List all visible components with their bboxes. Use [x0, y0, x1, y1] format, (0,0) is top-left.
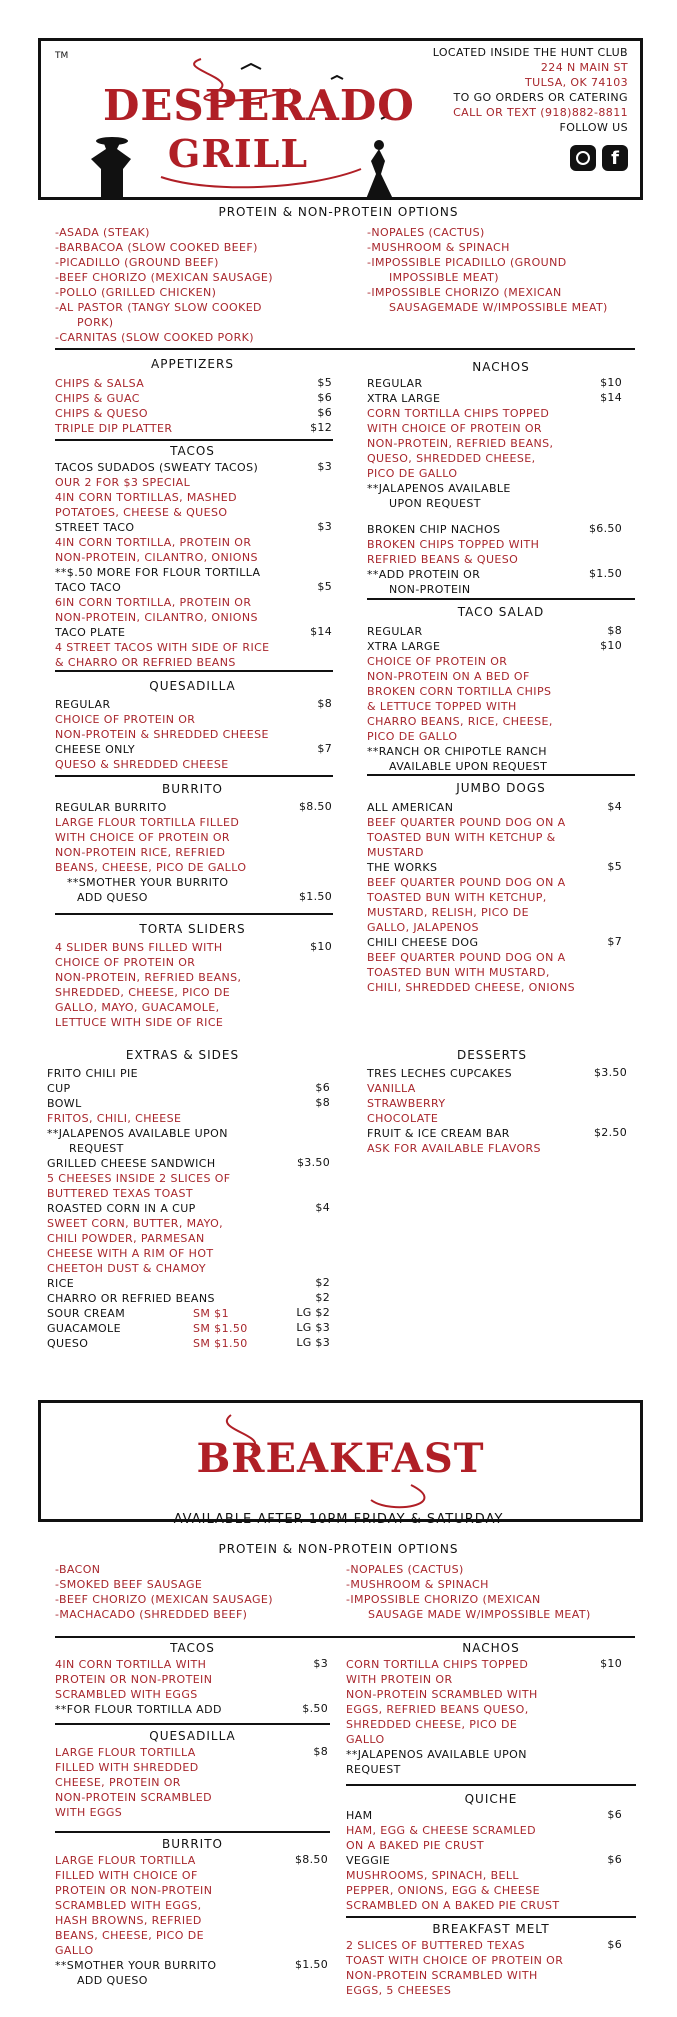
taco-desc: 4 STREET TACOS WITH SIDE OF RICE — [55, 641, 270, 654]
burrito-price: $1.50 — [299, 890, 332, 903]
torta-list — [55, 940, 241, 1030]
salad-desc: BROKEN CORN TORTILLA CHIPS — [367, 685, 552, 698]
divider — [346, 1784, 636, 1786]
melt-price: $6 — [607, 1938, 622, 1951]
torta-desc: SHREDDED, CHEESE, PICO DE — [55, 986, 231, 999]
appetizer-price: $6 — [317, 406, 332, 419]
extra-desc: CHEESE WITH A RIM OF HOT — [47, 1247, 214, 1260]
appetizer-item: TRIPLE DIP PLATTER — [55, 422, 173, 435]
protein-item: -NOPALES (CACTUS) — [367, 226, 485, 239]
divider — [55, 775, 333, 777]
burrito-list — [55, 800, 246, 905]
extra-large-price: LG $3 — [296, 1336, 330, 1349]
extra-desc: CHEETOH DUST & CHAMOY — [47, 1262, 206, 1275]
dog-name: ALL AMERICAN — [367, 801, 454, 814]
burrito-title: BURRITO — [161, 782, 223, 796]
extra-small-price: SM $1 — [193, 1307, 229, 1320]
breakfast-protein-left — [55, 1562, 273, 1622]
protein-item: -CARNITAS (SLOW COOKED PORK) — [55, 331, 254, 344]
salad-note: **RANCH OR CHIPOTLE RANCH — [367, 745, 547, 758]
protein-item: -BEEF CHORIZO (MEXICAN SAUSAGE) — [55, 1593, 273, 1606]
breakfast-nachos-desc: SHREDDED CHEESE, PICO DE — [346, 1718, 518, 1731]
protein-item: -ASADA (STEAK) — [55, 226, 150, 239]
quiche-list — [346, 1808, 559, 1913]
burrito-desc: LARGE FLOUR TORTILLA FILLED — [55, 816, 240, 829]
extra-name: BOWL — [47, 1097, 82, 1110]
taco-price: $14 — [310, 625, 332, 638]
divider — [55, 439, 333, 441]
taco-salad-title: TACO SALAD — [457, 605, 545, 619]
torta-desc: CHOICE OF PROTEIN OR — [55, 956, 196, 969]
appetizer-item: CHIPS & QUESO — [55, 407, 148, 420]
breakfast-nachos-price: $10 — [600, 1657, 622, 1670]
quiche-desc: MUSHROOMS, SPINACH, BELL — [346, 1869, 519, 1882]
extra-name: FRITO CHILI PIE — [47, 1067, 138, 1080]
quiche-price: $6 — [607, 1853, 622, 1866]
facebook-icon[interactable]: f — [602, 145, 628, 171]
burrito-note: ADD QUESO — [77, 891, 148, 904]
taco-price: $3 — [317, 520, 332, 533]
dessert-name: TRES LECHES CUPCAKES — [367, 1067, 512, 1080]
taco-price: $3 — [317, 460, 332, 473]
dog-desc: BEEF QUARTER POUND DOG ON A — [367, 951, 566, 964]
logo-title-grill: GRILL — [167, 131, 309, 176]
breakfast-burrito-note: ADD QUESO — [77, 1974, 148, 1987]
nachos-desc: PICO DE GALLO — [367, 467, 458, 480]
dog-desc: GALLO, JALAPENOS — [367, 921, 479, 934]
follow-us-text: FOLLOW US — [559, 121, 628, 134]
melt-desc: NON-PROTEIN SCRAMBLED WITH — [346, 1969, 538, 1982]
taco-desc: NON-PROTEIN, CILANTRO, ONIONS — [55, 611, 258, 624]
salad-name: REGULAR — [367, 625, 423, 638]
taco-desc: POTATOES, CHEESE & QUESO — [55, 506, 228, 519]
protein-item: -NOPALES (CACTUS) — [346, 1563, 464, 1576]
salad-price: $10 — [600, 639, 622, 652]
dog-price: $7 — [607, 935, 622, 948]
nachos-name: XTRA LARGE — [367, 392, 441, 405]
nachos-price: $1.50 — [589, 567, 622, 580]
extra-price: $4 — [315, 1201, 330, 1214]
trademark: TM — [55, 51, 69, 61]
breakfast-nachos-note: **JALAPENOS AVAILABLE UPON — [346, 1748, 527, 1761]
jumbo-list — [367, 800, 575, 995]
extra-price: $6 — [315, 1081, 330, 1094]
breakfast-nachos-desc: NON-PROTEIN SCRAMBLED WITH — [346, 1688, 538, 1701]
breakfast-burrito-desc: LARGE FLOUR TORTILLA — [55, 1854, 196, 1867]
quiche-price: $6 — [607, 1808, 622, 1821]
melt-desc: TOAST WITH CHOICE OF PROTEIN OR — [346, 1954, 564, 1967]
dessert-price: $3.50 — [594, 1066, 627, 1079]
protein-right-list — [367, 225, 608, 315]
nachos-name: BROKEN CHIP NACHOS — [367, 523, 501, 536]
quesadilla-desc: QUESO & SHREDDED CHEESE — [55, 758, 229, 771]
protein-item: -IMPOSSIBLE CHORIZO (MEXICAN — [346, 1593, 541, 1606]
quesadilla-list — [55, 697, 269, 772]
dog-name: THE WORKS — [367, 861, 438, 874]
extra-price: $2 — [315, 1291, 330, 1304]
breakfast-burrito-desc: GALLO — [55, 1944, 94, 1957]
nachos-price: $6.50 — [589, 522, 622, 535]
salad-desc: PICO DE GALLO — [367, 730, 458, 743]
melt-desc: EGGS, 5 CHEESES — [346, 1984, 452, 1997]
dog-desc: TOASTED BUN WITH MUSTARD, — [367, 966, 550, 979]
extra-note: REQUEST — [69, 1142, 124, 1155]
breakfast-burrito-title: BURRITO — [161, 1837, 223, 1851]
taco-desc: 6IN CORN TORTILLA, PROTEIN OR — [55, 596, 252, 609]
salad-note: AVAILABLE UPON REQUEST — [389, 760, 548, 773]
quiche-desc: ON A BAKED PIE CRUST — [346, 1839, 485, 1852]
nachos-desc: CORN TORTILLA CHIPS TOPPED — [367, 407, 550, 420]
address-line-1: 224 N MAIN ST — [540, 61, 628, 74]
torta-desc: 4 SLIDER BUNS FILLED WITH — [55, 941, 223, 954]
desserts-list — [367, 1066, 541, 1156]
breakfast-quesadilla-title: QUESADILLA — [149, 1729, 236, 1743]
quesadilla-name: REGULAR — [55, 698, 111, 711]
taco-desc: OUR 2 FOR $3 SPECIAL — [55, 476, 191, 489]
breakfast-available-text: AVAILABLE AFTER 10PM FRIDAY & SATURDAY — [173, 1512, 504, 1527]
quiche-desc: PEPPER, ONIONS, EGG & CHEESE — [346, 1884, 540, 1897]
protein-item: -BACON — [55, 1563, 101, 1576]
extra-small-price: SM $1.50 — [193, 1337, 248, 1350]
nachos-desc: QUESO, SHREDDED CHEESE, — [367, 452, 536, 465]
breakfast-tacos-title: TACOS — [170, 1641, 215, 1655]
dog-price: $5 — [607, 860, 622, 873]
breakfast-nachos-desc: GALLO — [346, 1733, 385, 1746]
torta-desc: NON-PROTEIN, REFRIED BEANS, — [55, 971, 242, 984]
broken-nachos-list — [367, 522, 539, 597]
extra-price: $8 — [315, 1096, 330, 1109]
extra-name: ROASTED CORN IN A CUP — [47, 1202, 196, 1215]
taco-name: TACO TACO — [55, 581, 122, 594]
torta-desc: LETTUCE WITH SIDE OF RICE — [55, 1016, 224, 1029]
dog-desc: BEEF QUARTER POUND DOG ON A — [367, 876, 566, 889]
dessert-desc: VANILLA — [367, 1082, 416, 1095]
divider — [367, 598, 635, 600]
extra-small-price: SM $1.50 — [193, 1322, 248, 1335]
extra-price: $3.50 — [297, 1156, 330, 1169]
protein-item: -IMPOSSIBLE CHORIZO (MEXICAN — [367, 286, 562, 299]
breakfast-melt-title: BREAKFAST MELT — [432, 1922, 550, 1936]
protein-item: -MUSHROOM & SPINACH — [367, 241, 510, 254]
dog-name: CHILI CHEESE DOG — [367, 936, 479, 949]
breakfast-burrito-price: $8.50 — [295, 1853, 328, 1866]
breakfast-burrito-note: **SMOTHER YOUR BURRITO — [55, 1959, 217, 1972]
nachos-list — [367, 376, 553, 511]
location-text: LOCATED INSIDE THE HUNT CLUB — [432, 46, 628, 59]
protein-item: -POLLO (GRILLED CHICKEN) — [55, 286, 217, 299]
taco-name: TACO PLATE — [55, 626, 126, 639]
breakfast-nachos-desc: EGGS, REFRIED BEANS QUESO, — [346, 1703, 529, 1716]
breakfast-taco-price: $.50 — [302, 1702, 328, 1715]
salad-desc: CHARRO BEANS, RICE, CHEESE, — [367, 715, 553, 728]
taco-desc: NON-PROTEIN, CILANTRO, ONIONS — [55, 551, 258, 564]
taco-salad-list — [367, 624, 553, 774]
protein-item: -BARBACOA (SLOW COOKED BEEF) — [55, 241, 258, 254]
quiche-title: QUICHE — [464, 1792, 518, 1806]
nachos-desc: WITH CHOICE OF PROTEIN OR — [367, 422, 542, 435]
nachos-desc: REFRIED BEANS & QUESO — [367, 553, 519, 566]
instagram-icon[interactable] — [570, 145, 596, 171]
nachos-note: **ADD PROTEIN OR — [367, 568, 481, 581]
appetizer-price: $12 — [310, 421, 332, 434]
extra-name: GUACAMOLE — [47, 1322, 121, 1335]
protein-item: -PICADILLO (GROUND BEEF) — [55, 256, 219, 269]
appetizers-title: APPETIZERS — [151, 357, 234, 371]
jumbo-dogs-title: JUMBO DOGS — [456, 781, 546, 795]
divider — [55, 1723, 330, 1725]
tacos-list — [55, 460, 270, 670]
logo-title-desperado: DESPERADO — [103, 81, 415, 130]
dessert-name: FRUIT & ICE CREAM BAR — [367, 1127, 510, 1140]
extra-name: CHARRO OR REFRIED BEANS — [47, 1292, 215, 1305]
extra-large-price: LG $3 — [296, 1321, 330, 1334]
extra-name: SOUR CREAM — [47, 1307, 126, 1320]
appetizer-item: CHIPS & GUAC — [55, 392, 140, 405]
breakfast-taco-note: **FOR FLOUR TORTILLA ADD — [55, 1703, 222, 1716]
extra-name: RICE — [47, 1277, 75, 1290]
breakfast-nachos-title: NACHOS — [462, 1641, 520, 1655]
breakfast-quesadilla-desc: FILLED WITH SHREDDED — [55, 1761, 199, 1774]
divider — [55, 670, 333, 672]
taco-note: **$.50 MORE FOR FLOUR TORTILLA — [55, 566, 261, 579]
breakfast-quesadilla-price: $8 — [313, 1745, 328, 1758]
breakfast-nachos-desc: WITH PROTEIN OR — [346, 1673, 453, 1686]
extra-name: GRILLED CHEESE SANDWICH — [47, 1157, 216, 1170]
extras-sides-title: EXTRAS & SIDES — [125, 1048, 240, 1062]
burrito-name: REGULAR BURRITO — [55, 801, 167, 814]
dog-desc: MUSTARD — [367, 846, 424, 859]
nachos-note: NON-PROTEIN — [389, 583, 471, 596]
quesadilla-price: $8 — [317, 697, 332, 710]
breakfast-burrito-desc: SCRAMBLED WITH EGGS, — [55, 1899, 202, 1912]
breakfast-burrito-desc: FILLED WITH CHOICE OF — [55, 1869, 198, 1882]
breakfast-nachos-note: REQUEST — [346, 1763, 401, 1776]
breakfast-quesadilla-desc: CHEESE, PROTEIN OR — [55, 1776, 181, 1789]
protein-options-title: PROTEIN & NON-PROTEIN OPTIONS — [218, 205, 459, 219]
taco-desc: & CHARRO OR REFRIED BEANS — [55, 656, 236, 669]
quiche-desc: HAM, EGG & CHEESE SCRAMLED — [346, 1824, 536, 1837]
breakfast-nachos-desc: CORN TORTILLA CHIPS TOPPED — [346, 1658, 529, 1671]
breakfast-protein-right — [346, 1562, 591, 1622]
salad-name: XTRA LARGE — [367, 640, 441, 653]
dog-desc: CHILI, SHREDDED CHEESE, ONIONS — [367, 981, 576, 994]
breakfast-taco-desc: SCRAMBLED WITH EGGS — [55, 1688, 198, 1701]
breakfast-burrito-desc: BEANS, CHEESE, PICO DE — [55, 1929, 204, 1942]
nachos-title: NACHOS — [472, 360, 530, 374]
header-box — [38, 38, 643, 200]
appetizers-list — [55, 376, 172, 436]
dessert-desc: CHOCOLATE — [367, 1112, 439, 1125]
appetizer-price: $6 — [317, 391, 332, 404]
burrito-desc: BEANS, CHEESE, PICO DE GALLO — [55, 861, 247, 874]
breakfast-protein-title: PROTEIN & NON-PROTEIN OPTIONS — [218, 1542, 459, 1556]
extra-name: CUP — [47, 1082, 71, 1095]
protein-left-list — [55, 225, 273, 345]
protein-item: -MUSHROOM & SPINACH — [346, 1578, 489, 1591]
torta-price: $10 — [310, 940, 332, 953]
dessert-desc: ASK FOR AVAILABLE FLAVORS — [367, 1142, 541, 1155]
nachos-name: REGULAR — [367, 377, 423, 390]
extra-desc: FRITOS, CHILI, CHEESE — [47, 1112, 182, 1125]
taco-name: STREET TACO — [55, 521, 135, 534]
taco-desc: 4IN CORN TORTILLA, PROTEIN OR — [55, 536, 252, 549]
togo-text: TO GO ORDERS OR CATERING — [453, 91, 628, 104]
protein-item: -SMOKED BEEF SAUSAGE — [55, 1578, 203, 1591]
protein-item: SAUSAGEMADE W/IMPOSSIBLE MEAT) — [389, 301, 608, 314]
protein-item: IMPOSSIBLE MEAT) — [389, 271, 499, 284]
breakfast-burrito-price: $1.50 — [295, 1958, 328, 1971]
nachos-note: **JALAPENOS AVAILABLE — [367, 482, 511, 495]
extra-price: $2 — [315, 1276, 330, 1289]
protein-item: -IMPOSSIBLE PICADILLO (GROUND — [367, 256, 567, 269]
nachos-price: $14 — [600, 391, 622, 404]
breakfast-tacos-list — [55, 1657, 222, 1717]
breakfast-burrito-list — [55, 1853, 216, 1988]
extra-desc: SWEET CORN, BUTTER, MAYO, — [47, 1217, 224, 1230]
dessert-desc: STRAWBERRY — [367, 1097, 446, 1110]
appetizer-price: $5 — [317, 376, 332, 389]
dog-desc: TOASTED BUN WITH KETCHUP, — [367, 891, 547, 904]
quesadilla-desc: NON-PROTEIN & SHREDDED CHEESE — [55, 728, 269, 741]
breakfast-burrito-desc: HASH BROWNS, REFRIED — [55, 1914, 202, 1927]
salad-desc: NON-PROTEIN ON A BED OF — [367, 670, 530, 683]
quesadilla-title: QUESADILLA — [149, 679, 236, 693]
breakfast-banner-box — [38, 1400, 643, 1522]
dessert-price: $2.50 — [594, 1126, 627, 1139]
quesadilla-desc: CHOICE OF PROTEIN OR — [55, 713, 196, 726]
protein-item: -BEEF CHORIZO (MEXICAN SAUSAGE) — [55, 271, 273, 284]
extra-note: **JALAPENOS AVAILABLE UPON — [47, 1127, 228, 1140]
taco-name: TACOS SUDADOS (SWEATY TACOS) — [55, 461, 259, 474]
torta-sliders-title: TORTA SLIDERS — [139, 922, 246, 936]
extra-desc: 5 CHEESES INSIDE 2 SLICES OF — [47, 1172, 231, 1185]
nachos-desc: NON-PROTEIN, REFRIED BEANS, — [367, 437, 554, 450]
extra-desc: CHILI POWDER, PARMESAN — [47, 1232, 205, 1245]
burrito-desc: NON-PROTEIN RICE, REFRIED — [55, 846, 226, 859]
protein-item: SAUSAGE MADE W/IMPOSSIBLE MEAT) — [368, 1608, 591, 1621]
tacos-title: TACOS — [170, 444, 215, 458]
burrito-desc: WITH CHOICE OF PROTEIN OR — [55, 831, 230, 844]
extra-large-price: LG $2 — [296, 1306, 330, 1319]
dog-price: $4 — [607, 800, 622, 813]
breakfast-burrito-desc: PROTEIN OR NON-PROTEIN — [55, 1884, 213, 1897]
nachos-desc: BROKEN CHIPS TOPPED WITH — [367, 538, 540, 551]
dog-desc: BEEF QUARTER POUND DOG ON A — [367, 816, 566, 829]
salad-desc: & LETTUCE TOPPED WITH — [367, 700, 517, 713]
quiche-desc: SCRAMBLED ON A BAKED PIE CRUST — [346, 1899, 560, 1912]
burrito-note: **SMOTHER YOUR BURRITO — [67, 876, 229, 889]
breakfast-taco-desc: 4IN CORN TORTILLA WITH — [55, 1658, 207, 1671]
protein-item: -MACHACADO (SHREDDED BEEF) — [55, 1608, 248, 1621]
breakfast-taco-desc: PROTEIN OR NON-PROTEIN — [55, 1673, 213, 1686]
breakfast-quesadilla-desc: WITH EGGS — [55, 1806, 123, 1819]
divider — [55, 1831, 330, 1833]
location-block — [388, 45, 628, 135]
quiche-name: HAM — [346, 1809, 373, 1822]
salad-price: $8 — [607, 624, 622, 637]
divider — [346, 1916, 636, 1918]
torta-desc: GALLO, MAYO, GUACAMOLE, — [55, 1001, 220, 1014]
breakfast-banner-title: BREAKFAST — [196, 1435, 485, 1482]
quesadilla-price: $7 — [317, 742, 332, 755]
breakfast-quesadilla-list — [55, 1745, 212, 1820]
dog-desc: MUSTARD, RELISH, PICO DE — [367, 906, 529, 919]
nachos-price: $10 — [600, 376, 622, 389]
protein-item: PORK) — [77, 316, 114, 329]
nachos-note: UPON REQUEST — [389, 497, 481, 510]
extra-name: QUESO — [47, 1337, 89, 1350]
salad-desc: CHOICE OF PROTEIN OR — [367, 655, 508, 668]
extra-desc: BUTTERED TEXAS TOAST — [47, 1187, 193, 1200]
divider — [367, 774, 635, 776]
breakfast-quesadilla-desc: NON-PROTEIN SCRAMBLED — [55, 1791, 213, 1804]
breakfast-quesadilla-desc: LARGE FLOUR TORTILLA — [55, 1746, 196, 1759]
taco-price: $5 — [317, 580, 332, 593]
divider — [55, 913, 333, 915]
breakfast-taco-price: $3 — [313, 1657, 328, 1670]
divider — [55, 348, 635, 350]
quiche-name: VEGGIE — [346, 1854, 391, 1867]
phone-text: CALL OR TEXT (918)882-8811 — [453, 106, 628, 119]
burrito-price: $8.50 — [299, 800, 332, 813]
divider — [55, 1636, 635, 1638]
melt-desc: 2 SLICES OF BUTTERED TEXAS — [346, 1939, 525, 1952]
appetizer-item: CHIPS & SALSA — [55, 377, 145, 390]
taco-desc: 4IN CORN TORTILLAS, MASHED — [55, 491, 237, 504]
quesadilla-name: CHEESE ONLY — [55, 743, 135, 756]
dog-desc: TOASTED BUN WITH KETCHUP & — [367, 831, 556, 844]
protein-item: -AL PASTOR (TANGY SLOW COOKED — [55, 301, 262, 314]
address-line-2: TULSA, OK 74103 — [525, 76, 628, 89]
breakfast-melt-list — [346, 1938, 563, 1998]
desserts-title: DESSERTS — [456, 1048, 528, 1062]
breakfast-nachos-list — [346, 1657, 538, 1777]
